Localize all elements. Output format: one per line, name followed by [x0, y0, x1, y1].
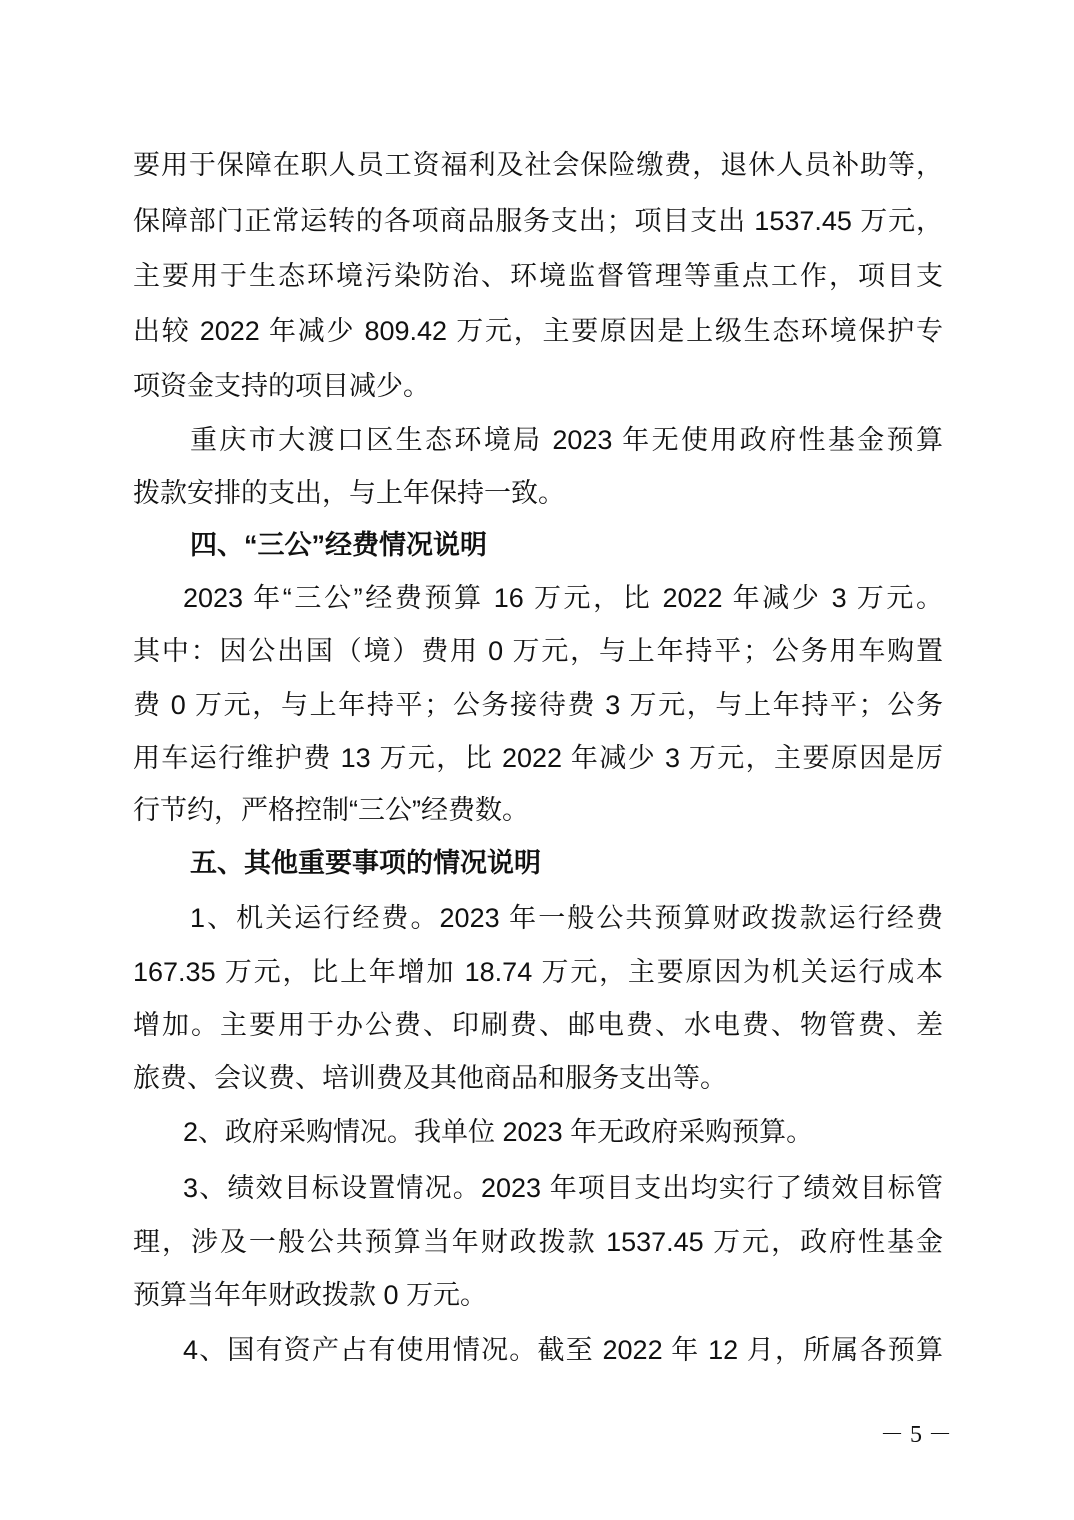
body-text-line: 拨款安排的支出，与上年保持一致。	[133, 478, 565, 508]
body-text-line: 4、国有资产占有使用情况。截至 2022 年 12 月，所属各预算	[183, 1335, 943, 1365]
body-text-line: 主要用于生态环境污染防治、环境监督管理等重点工作，项目支	[133, 261, 943, 291]
body-text-line: 费 0 万元，与上年持平；公务接待费 3 万元，与上年持平；公务	[133, 690, 943, 720]
body-text-line: 其中：因公出国（境）费用 0 万元，与上年持平；公务用车购置	[133, 636, 943, 666]
body-text-line: 用车运行维护费 13 万元，比 2022 年减少 3 万元，主要原因是厉	[133, 743, 943, 773]
body-text-line: 2、政府采购情况。我单位 2023 年无政府采购预算。	[183, 1117, 814, 1147]
body-text-line: 3、绩效目标设置情况。2023 年项目支出均实行了绩效目标管	[183, 1173, 943, 1203]
body-text-line: 保障部门正常运转的各项商品服务支出；项目支出 1537.45 万元，	[133, 206, 943, 236]
body-text-line: 要用于保障在职人员工资福利及社会保险缴费，退休人员补助等，	[133, 150, 943, 180]
page-number: － 5 －	[880, 1422, 952, 1448]
section-heading: 五、其他重要事项的情况说明	[190, 848, 541, 878]
body-text-line: 旅费、会议费、培训费及其他商品和服务支出等。	[133, 1063, 727, 1093]
body-text-line: 167.35 万元，比上年增加 18.74 万元，主要原因为机关运行成本	[133, 957, 943, 987]
section-heading: 四、“三公”经费情况说明	[190, 530, 487, 560]
body-text-line: 1、机关运行经费。2023 年一般公共预算财政拨款运行经费	[190, 903, 943, 933]
body-text-line: 行节约，严格控制“三公”经费数。	[133, 795, 529, 825]
body-text-line: 项资金支持的项目减少。	[133, 371, 430, 401]
body-text-line: 理，涉及一般公共预算当年财政拨款 1537.45 万元，政府性基金	[133, 1227, 943, 1257]
body-text-line: 增加。主要用于办公费、印刷费、邮电费、水电费、物管费、差	[133, 1010, 943, 1040]
body-text-line: 预算当年年财政拨款 0 万元。	[133, 1280, 488, 1310]
body-text-line: 重庆市大渡口区生态环境局 2023 年无使用政府性基金预算	[190, 425, 943, 455]
body-text-line: 出较 2022 年减少 809.42 万元，主要原因是上级生态环境保护专	[133, 316, 943, 346]
body-text-line: 2023 年“三公”经费预算 16 万元，比 2022 年减少 3 万元。	[183, 583, 943, 613]
